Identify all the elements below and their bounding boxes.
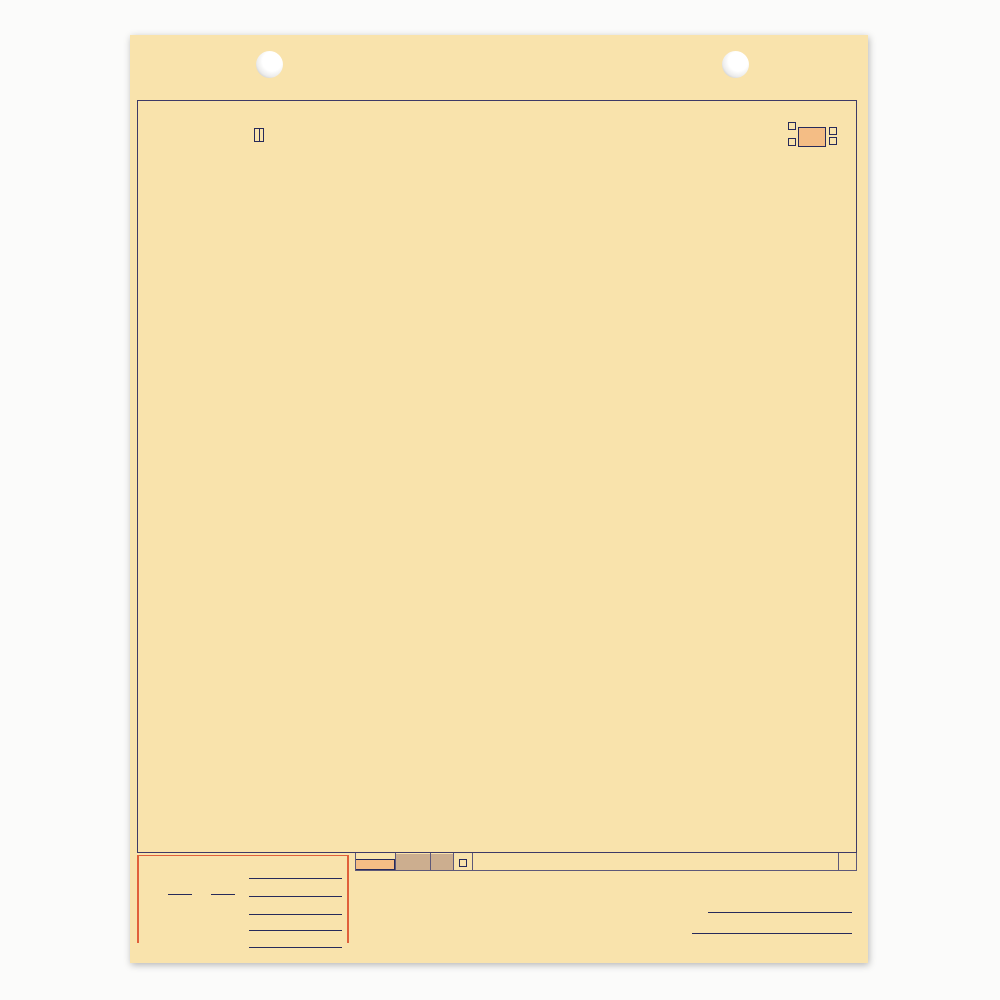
memo-border-right xyxy=(347,855,349,943)
memo-border-top xyxy=(137,855,348,857)
check-thru-line xyxy=(211,894,235,895)
form-page xyxy=(130,35,868,963)
check-from-line xyxy=(168,894,192,895)
table-grid xyxy=(130,35,868,963)
amount-line-4 xyxy=(249,930,342,931)
account-cells xyxy=(355,859,395,870)
memo-border-left xyxy=(137,855,139,943)
account-tan-cell xyxy=(395,854,453,870)
page-no-line xyxy=(708,912,852,913)
amount-line-2 xyxy=(249,896,342,897)
amount-line-1 xyxy=(249,878,342,879)
date-line xyxy=(692,933,852,934)
amount-line-3 xyxy=(249,914,342,915)
account-plus-key-icon xyxy=(459,859,467,867)
amount-line-5 xyxy=(249,947,342,948)
